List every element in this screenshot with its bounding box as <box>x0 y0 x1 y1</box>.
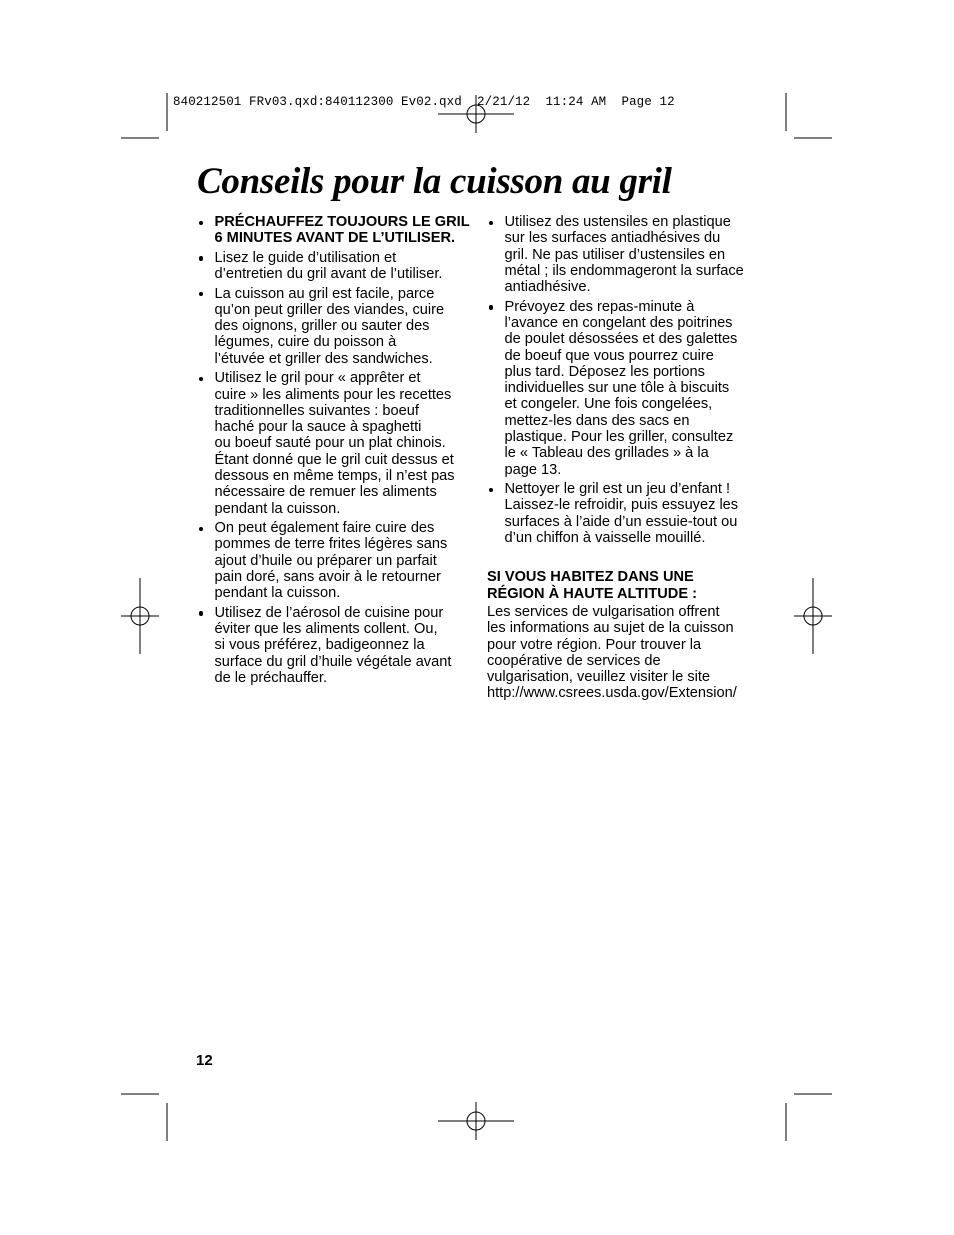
text-line: Utilisez de l’aérosol de cuisine pour <box>214 604 444 621</box>
text-line: vulgarisation, veuillez visiter le site <box>487 669 711 686</box>
text-line: éviter que les aliments collent. Ou, <box>214 621 438 638</box>
text-line: surfaces à l’aide d’un essuie-tout ou <box>504 513 738 530</box>
text-line: SI VOUS HABITEZ DANS UNE <box>487 569 694 586</box>
left-bullet-item <box>197 286 477 367</box>
right-bullet-item <box>487 481 762 546</box>
text-line: antiadhésive. <box>504 279 591 296</box>
text-line: ou boeuf sauté pour un plat chinois. <box>214 435 446 452</box>
page-title: Conseils pour la cuisson au gril <box>197 161 672 202</box>
text-line: Les services de vulgarisation offrent <box>487 603 720 620</box>
print-slug: 840212501 FRv03.qxd:840112300 Ev02.qxd 2/21/12 11:24 AM Page 12 <box>173 95 675 109</box>
text-line: Lisez le guide d’utilisation et <box>214 249 397 266</box>
text-line: Utilisez le gril pour « apprêter et <box>214 370 421 387</box>
registration-target-left <box>121 578 159 654</box>
text-line: traditionnelles suivantes : boeuf <box>214 402 419 419</box>
text-line: si vous préférez, badigeonnez la <box>214 637 425 654</box>
text-line: page 13. <box>504 461 562 478</box>
text-line: de le préchauffer. <box>214 669 328 686</box>
section-heading <box>487 569 762 602</box>
text-line: plastique. Pour les griller, consultez <box>504 429 734 446</box>
text-line: d’un chiffon à vaisselle mouillé. <box>504 530 706 547</box>
text-line: RÉGION À HAUTE ALTITUDE : <box>487 585 697 602</box>
text-line: et congeler. Une fois congelées, <box>504 396 713 413</box>
left-bullet-item <box>197 214 477 247</box>
text-line: pour votre région. Pour trouver la <box>487 636 702 653</box>
text-line: gril. Ne pas utiliser d’ustensiles en <box>504 246 726 263</box>
text-line: Laissez-le refroidir, puis essuyez les <box>504 497 739 514</box>
text-line: Étant donné que le gril cuit dessus et <box>214 451 454 468</box>
text-line: On peut également faire cuire des <box>214 520 435 537</box>
text-line: pendant la cuisson. <box>214 500 341 517</box>
text-line: légumes, cuire du poisson à <box>214 334 397 351</box>
text-line: haché pour la sauce à spaghetti <box>214 419 422 436</box>
text-line: le « Tableau des grillades » à la <box>504 445 709 462</box>
text-line: pendant la cuisson. <box>214 585 341 602</box>
text-line: sur les surfaces antiadhésives du <box>504 230 721 247</box>
text-line: plus tard. Déposez les portions <box>504 363 705 380</box>
text-line: qu’on peut griller des viandes, cuire <box>214 301 445 318</box>
text-line: l’étuvée et griller des sandwiches. <box>214 350 433 367</box>
text-line: Utilisez des ustensiles en plastique <box>504 214 731 230</box>
text-line: PRÉCHAUFFEZ TOUJOURS LE GRIL <box>214 214 470 230</box>
text-line: d’entretien du gril avant de l’utiliser. <box>214 266 443 283</box>
text-line: Prévoyez des repas-minute à <box>504 298 695 315</box>
left-column <box>197 214 477 689</box>
left-bullet-list <box>197 214 477 686</box>
registration-target-right <box>794 578 832 654</box>
text-line: nécessaire de remuer les aliments <box>214 484 437 501</box>
text-line: Nettoyer le gril est un jeu d’enfant ! <box>504 481 731 498</box>
right-bullet-item <box>487 299 762 478</box>
text-line: les informations au sujet de la cuisson <box>487 620 734 637</box>
text-line: pommes de terre frites légères sans <box>214 536 448 553</box>
left-bullet-item <box>197 605 477 686</box>
text-line: surface du gril d’huile végétale avant <box>214 653 452 670</box>
right-column <box>487 214 762 702</box>
registration-target-bottom <box>438 1102 514 1140</box>
text-line: cuire » les aliments pour les recettes <box>214 386 452 403</box>
text-line: individuelles sur une tôle à biscuits <box>504 380 730 397</box>
text-line: pain doré, sans avoir à le retourner <box>214 568 441 585</box>
left-bullet-item <box>197 250 477 283</box>
text-line: de boeuf que vous pourrez cuire <box>504 347 714 364</box>
right-bullet-list <box>487 214 762 546</box>
text-line: La cuisson au gril est facile, parce <box>214 285 435 302</box>
text-line: métal ; ils endommageront la surface <box>504 262 744 279</box>
text-line: 6 MINUTES AVANT DE L’UTILISER. <box>214 230 456 247</box>
text-line: ajout d’huile ou préparer un parfait <box>214 552 437 569</box>
text-line: l’avance en congelant des poitrines <box>504 314 733 331</box>
page-number: 12 <box>196 1052 213 1069</box>
text-line: des oignons, griller ou sauter des <box>214 318 430 335</box>
text-line: dessous en même temps, il n’est pas <box>214 468 455 485</box>
text-line: mettez-les dans des sacs en <box>504 412 690 429</box>
left-bullet-item <box>197 370 477 517</box>
left-bullet-item <box>197 520 477 601</box>
text-line: http://www.csrees.usda.gov/Extension/ <box>487 685 737 702</box>
text-line: de poulet désossées et des galettes <box>504 331 738 348</box>
section-body <box>487 604 762 702</box>
text-line: coopérative de services de <box>487 652 661 669</box>
right-bullet-item <box>487 214 762 295</box>
